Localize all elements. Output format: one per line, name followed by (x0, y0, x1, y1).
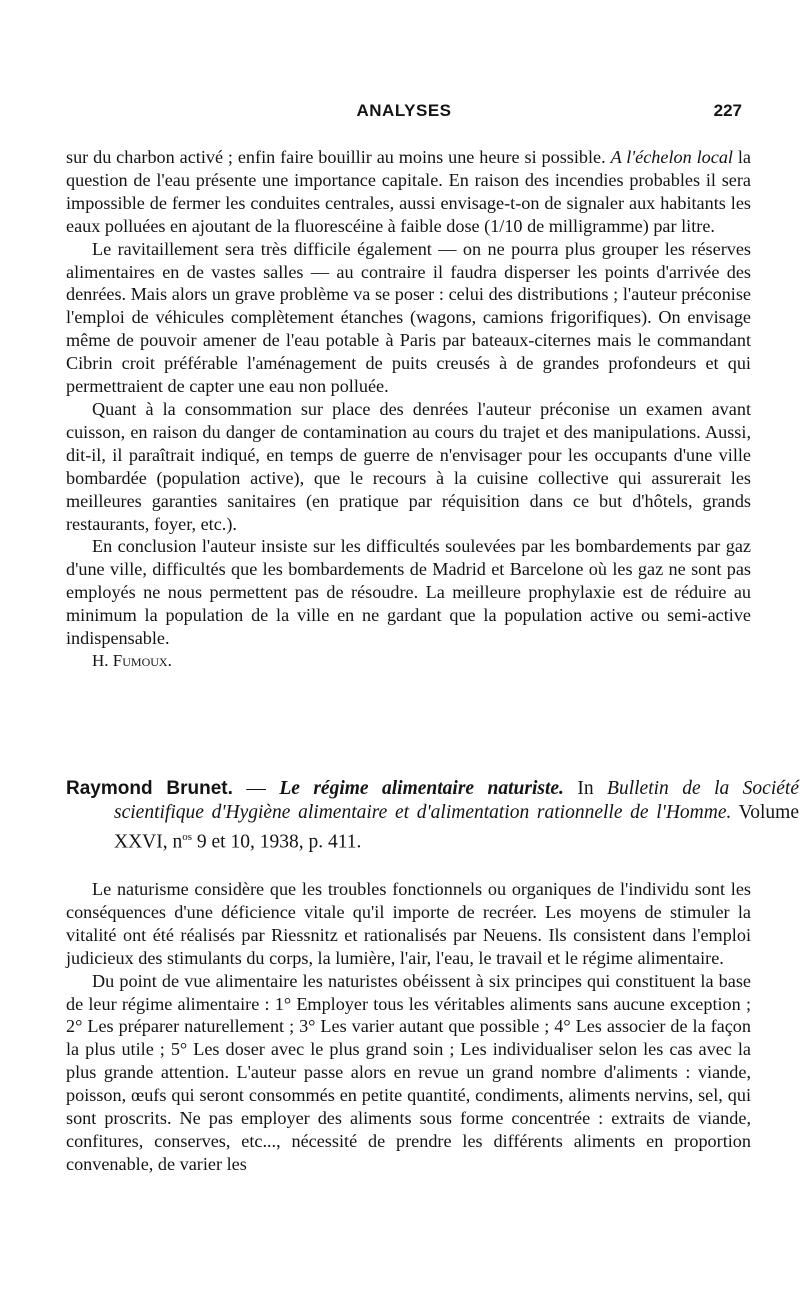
review-section-2 (66, 878, 751, 1176)
paragraph-1 (66, 146, 751, 238)
running-title: ANALYSES (356, 101, 452, 120)
reference-rest: 9 et 10, 1938, p. 411. (192, 831, 362, 853)
reference-volume: Volume XXVI, n (114, 802, 799, 853)
reference-journal: Bulletin de la Société scientifique d'Hygiène alimentaire et d'alimentation rationnelle de l'Homme. (114, 778, 799, 823)
paragraph-1-italic: A l'échelon local (610, 147, 733, 167)
reference-title: Le régime alimentaire naturiste. (279, 778, 564, 799)
paragraph-4: En conclusion l'auteur insiste sur les difficultés soulevées par les bombardements par gaz d'une ville, difficultés que les bombardements de Madrid et Barcelone où les gaz ne sont pas employés ne nous permettent pas de résoudre. La meilleure prophylaxie est de réduire au minimum la population de la ville en ne gardant que la population active ou semi-active indispensable. (66, 536, 751, 649)
page-header (66, 101, 742, 127)
reference-nos-sup: os (182, 831, 193, 843)
paragraph-5: Le naturisme considère que les troubles fonctionnels ou organiques de l'individu sont les conséquences d'une déficience vitale qu'il importe de recréer. Les moyens de stimuler la vitalité ont été réalisés par Riessnitz et rationalisés par Neuens. Ils consistent dans l'emploi judicieux des stimulants du corps, la lumière, l'air, l'eau, le travail et le régime alimentaire. (66, 879, 751, 968)
reference-in: In (563, 778, 608, 799)
reference-dash: — (232, 778, 280, 799)
page-number: 227 (713, 101, 742, 120)
signature-name: Fumoux. (112, 650, 172, 670)
signature (66, 650, 751, 673)
paragraph-3: Quant à la consommation sur place des denrées l'auteur préconise un examen avant cuisson, en raison du danger de contamination au cours du trajet et des manipulations. Aussi, dit-il, il paraîtrait indiqué, en temps de guerre de n'envisager pour les occupants d'une ville bombardée (population active), que le recours à la cuisine collective qui assurerait les meilleures garanties sanitaires (en pratique par réquisition dans ce but d'hôtels, grands restaurants, foyer, etc.). (66, 398, 751, 534)
bibliographic-reference (66, 777, 799, 855)
signature-initial: H. (92, 650, 113, 670)
paragraph-1-rest: la question de l'eau présente une importance capitale. En raison des incendies probables il sera impossible de fermer les conduites centrales, aussi envisage-t-on de signaler aux habitants les eaux polluées en ajoutant de la fluorescéine à faible dose (1/10 de milligramme) par litre. (66, 147, 751, 236)
paragraph-1-text: sur du charbon activé ; enfin faire bouillir au moins une heure si possible. (66, 147, 611, 167)
paragraph-2: Le ravitaillement sera très difficile également — on ne pourra plus grouper les réserves alimentaires en de vastes salles — au contraire il faudra disperser les points d'arrivée des denrées. Mais alors un grave problème va se poser : celui des distributions ; l'auteur préconise l'emploi de véhicules complètement étanches (wagons, camions frigorifiques). On envisage même de pouvoir amener de l'eau potable à Paris par bateaux-citernes mais le commandant Cibrin croit préférable l'aménagement de puits creusés à de grandes profondeurs et qui permettraient de capter une eau non polluée. (66, 238, 751, 397)
paragraph-6: Du point de vue alimentaire les naturistes obéissent à six principes qui constituent la base de leur régime alimentaire : 1° Employer tous les véritables aliments sans aucune exception ; 2° Les préparer naturellement ; 3° Les varier autant que possible ; 4° Les associer de la façon la plus utile ; 5° Les doser avec le plus grand soin ; Les individualiser selon les cas avec la plus grande attention. L'auteur passe alors en revue un grand nombre d'aliments : viande, poisson, œufs qui seront consommés en petite quantité, condiments, aliments nervins, sel, qui sont proscrits. Ne pas employer des aliments sous forme concentrée : extraits de viande, confitures, conserves, etc..., nécessité de prendre les différents aliments en proportion convenable, de varier les (66, 970, 751, 1174)
review-section-1 (66, 146, 751, 673)
reference-author: Raymond Brunet. (66, 778, 233, 799)
